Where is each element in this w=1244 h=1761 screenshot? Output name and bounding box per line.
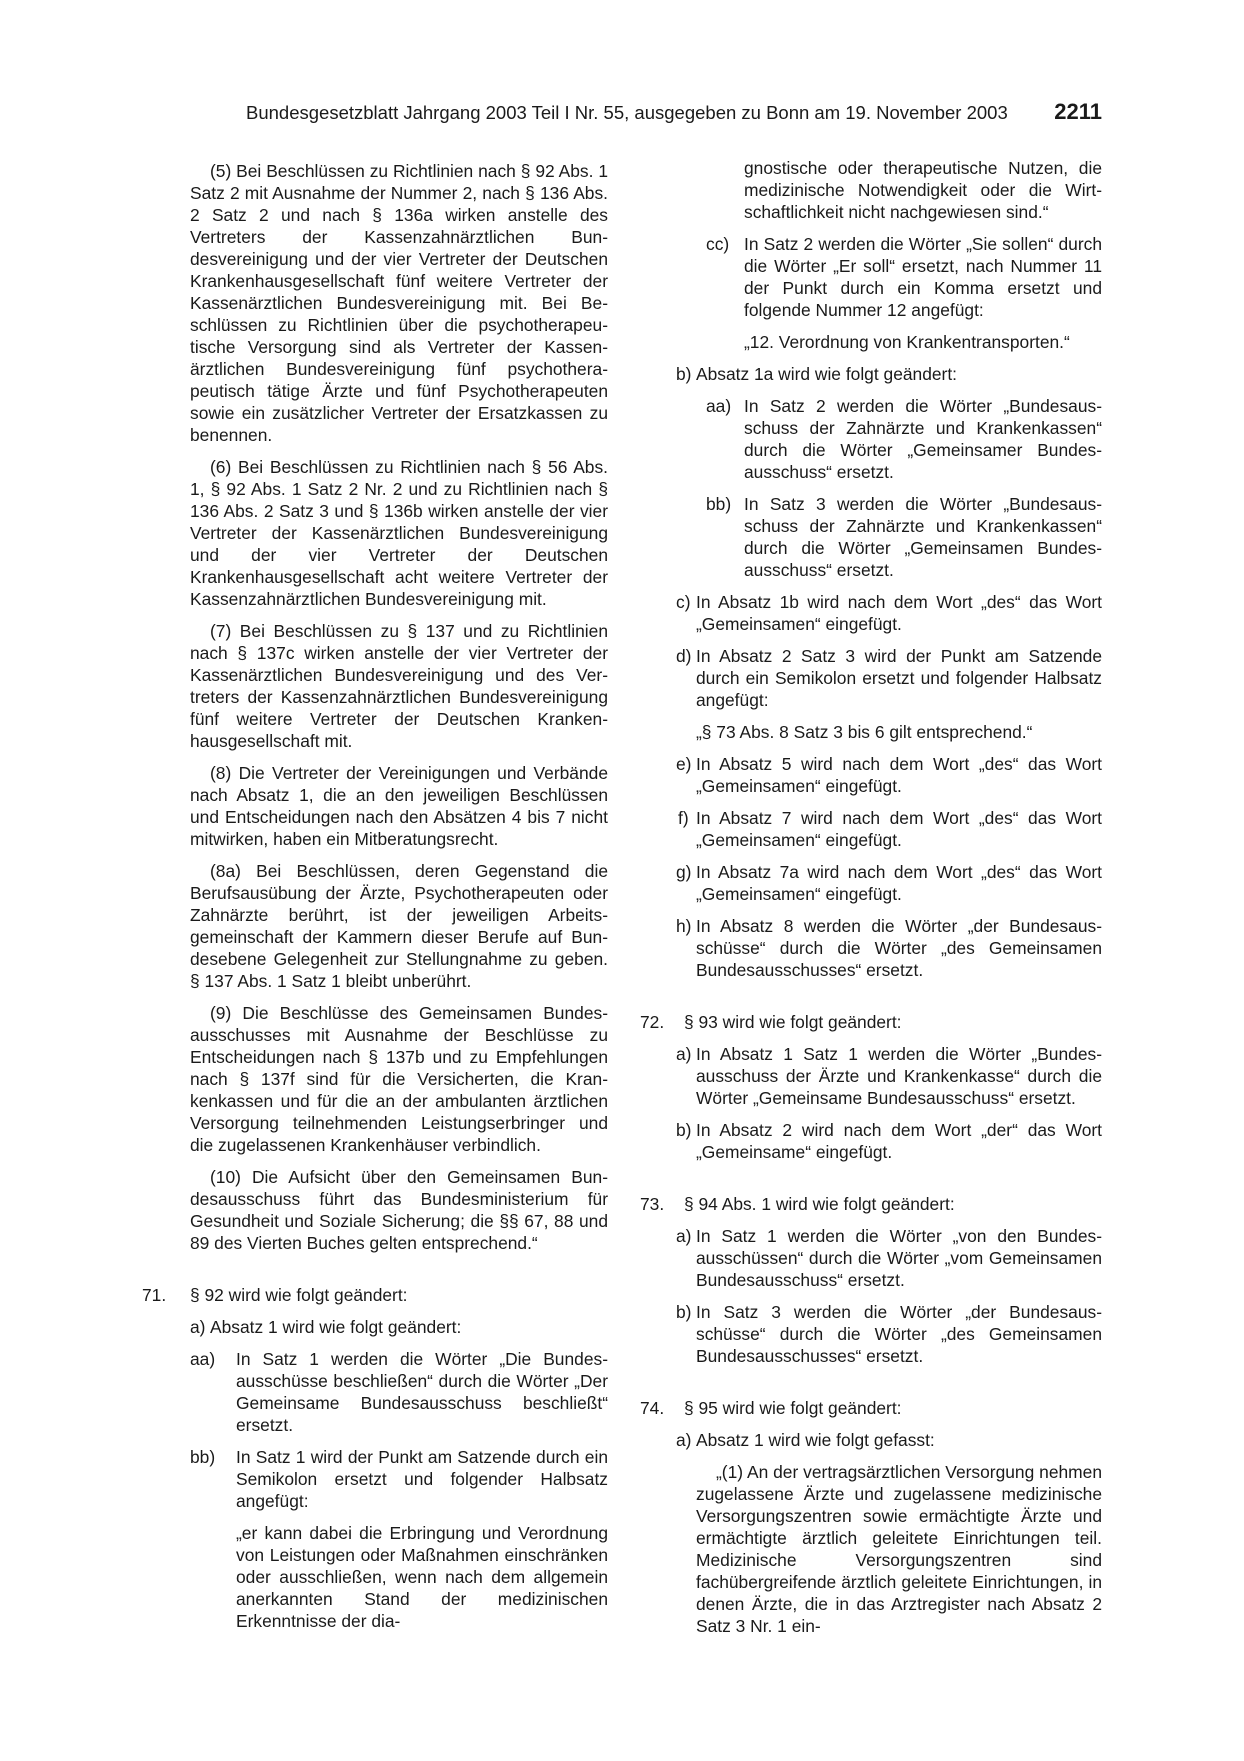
item-71-bb-label: bb): [190, 1447, 216, 1467]
paragraph-8: (8) Die Vertreter der Vereinigungen und Verbände nach Absatz 1, die an den jeweiligen Beschlüssen und Entscheidungen nach den Absätzen 4 bis 7 nicht mitwirken, haben ein Mitberatungsrecht.: [190, 763, 608, 849]
item-71-bb-text: In Satz 1 wird der Punkt am Satzende durch ein Semikolon ersetzt und folgender Halbsatz angefügt:: [236, 1447, 608, 1511]
item-b-bb-text: In Satz 3 werden die Wörter „Bundesausschuss der Zahnärzte und Krankenkassen“ durch die Wörter „Gemeinsamen Bundesausschuss“ ersetzt.: [744, 494, 1102, 580]
item-h-label: h): [676, 916, 692, 936]
item-74-text: § 95 wird wie folgt geändert:: [684, 1398, 902, 1418]
item-73-a-label: a): [676, 1226, 692, 1246]
left-column: [142, 160, 608, 1642]
paragraph-7: (7) Bei Beschlüssen zu § 137 und zu Richtlinien nach § 137c wirken anstelle der vier Vertreter der Kassenärztlichen Bundesvereinigung und des Vertreters der Kassenzahnärztlichen Bundesvereinigung fünf weitere Vertreter der Deutschen Krankenhausgesellschaft mit.: [190, 621, 608, 751]
item-b-text: Absatz 1a wird wie folgt geändert:: [696, 364, 958, 384]
item-d-label: d): [676, 646, 692, 666]
item-74-a-quote: „(1) An der vertragsärztlichen Versorgung nehmen zugelassene Ärzte und zugelassene medizinische Versorgungszentren sowie ermächtigte Ärzte und ermächtigte ärztlich geleitete Einrichtungen teil. Medizinische Versorgungszentren sind fachübergreifende ärztlich geleitete Einrichtungen, in denen Ärzte, die in das Arztregister nach Absatz 2 Satz 3 Nr. 1 ein-: [696, 1462, 1102, 1636]
item-cc-text: In Satz 2 werden die Wörter „Sie sollen“ durch die Wörter „Er soll“ ersetzt, nach Nummer 11 der Punkt durch ein Komma ersetzt und folgende Nummer 12 angefügt:: [744, 234, 1102, 320]
item-e: [640, 753, 1102, 797]
item-72-label: 72.: [640, 1012, 665, 1032]
paragraph-8a: (8a) Bei Beschlüssen, deren Gegenstand die Berufsausübung der Ärzte, Psychotherapeuten oder Zahnärzte berührt, ist der jeweiligen Arbeitsgemeinschaft der Kammern dieser Berufe auf Bundesebene Gelegenheit zur Stellungnahme zu geben. § 137 Abs. 1 Satz 1 bleibt unberührt.: [190, 861, 608, 991]
item-f-text: In Absatz 7 wird nach dem Wort „des“ das Wort „Gemeinsamen“ eingefügt.: [696, 808, 1102, 850]
header-title: Bundesgesetzblatt Jahrgang 2003 Teil I Nr. 55, ausgegeben zu Bonn am 19. November 2003: [246, 102, 1008, 123]
item-f-label: f): [678, 808, 689, 828]
item-b-aa-label: aa): [706, 396, 732, 416]
item-73-b: [640, 1301, 1102, 1367]
item-74-a: [640, 1429, 1102, 1637]
item-73-label: 73.: [640, 1194, 665, 1214]
right-column: [640, 157, 1102, 1647]
item-73-a: [640, 1225, 1102, 1291]
item-71-label: 71.: [142, 1285, 167, 1305]
item-74-a-label: a): [676, 1430, 692, 1450]
item-74: [640, 1397, 1102, 1419]
item-72-b-label: b): [676, 1120, 692, 1140]
continued-quote: gnostische oder therapeutische Nutzen, die medizinische Notwendigkeit oder die Wirtschaftlichkeit nicht nachgewiesen sind.“: [744, 158, 1102, 222]
item-72-b: [640, 1119, 1102, 1163]
paragraph-10: (10) Die Aufsicht über den Gemeinsamen Bundesausschuss führt das Bundesministerium für Gesundheit und Soziale Sicherung; die §§ 67, 88 und 89 des Vierten Buches gelten entsprechend.“: [190, 1167, 608, 1253]
item-e-label: e): [676, 754, 692, 774]
item-72-a-text: In Absatz 1 Satz 1 werden die Wörter „Bundesausschuss der Ärzte und Krankenkasse“ durch die Wörter „Gemeinsame Bundesausschuss“ ersetzt.: [696, 1044, 1102, 1108]
item-71-a-text: Absatz 1 wird wie folgt geändert:: [210, 1317, 462, 1337]
item-71-aa-label: aa): [190, 1349, 216, 1369]
item-cc: [640, 233, 1102, 353]
item-72-b-text: In Absatz 2 wird nach dem Wort „der“ das Wort „Gemeinsame“ eingefügt.: [696, 1120, 1102, 1162]
item-cc-quote: „12. Verordnung von Krankentransporten.“: [744, 332, 1070, 352]
item-72-text: § 93 wird wie folgt geändert:: [684, 1012, 902, 1032]
item-h-text: In Absatz 8 werden die Wörter „der Bundesausschüsse“ durch die Wörter „des Gemeinsamen Bundesausschusses“ ersetzt.: [696, 916, 1102, 980]
item-cc-label: cc): [706, 234, 730, 254]
item-c-text: In Absatz 1b wird nach dem Wort „des“ das Wort „Gemeinsamen“ eingefügt.: [696, 592, 1102, 634]
page-number: 2211: [1054, 99, 1102, 124]
paragraph-9: (9) Die Beschlüsse des Gemeinsamen Bundesausschusses mit Ausnahme der Beschlüsse zu Entscheidungen nach § 137b und zu Empfehlungen nach § 137f sind für die Versicherten, die Krankenkassen und für die an der ambulanten ärztlichen Versorgung teilnehmenden Leistungserbringer und die zugelassenen Krankenhäuser verbindlich.: [190, 1003, 608, 1155]
item-e-text: In Absatz 5 wird nach dem Wort „des“ das Wort „Gemeinsamen“ eingefügt.: [696, 754, 1102, 796]
item-d-text: In Absatz 2 Satz 3 wird der Punkt am Satzende durch ein Semikolon ersetzt und folgender Halbsatz angefügt:: [696, 646, 1102, 710]
item-71-aa: [190, 1348, 608, 1436]
item-71-aa-text: In Satz 1 werden die Wörter „Die Bundesausschüsse beschließen“ durch die Wörter „Der Gemeinsame Bundesausschuss beschließt“ ersetzt.: [236, 1349, 608, 1435]
item-b-bb-label: bb): [706, 494, 732, 514]
item-g-label: g): [676, 862, 692, 882]
item-d: [640, 645, 1102, 743]
item-71: [142, 1284, 608, 1306]
item-73-a-text: In Satz 1 werden die Wörter „von den Bundesausschüssen“ durch die Wörter „vom Gemeinsamen Bundesausschuss“ ersetzt.: [696, 1226, 1102, 1290]
page-header: [246, 99, 1102, 132]
item-b: [640, 363, 1102, 385]
item-b-aa-text: In Satz 2 werden die Wörter „Bundesausschuss der Zahnärzte und Krankenkassen“ durch die Wörter „Gemeinsamer Bundesausschuss“ ersetzt.: [744, 396, 1102, 482]
item-71-a-label: a): [190, 1317, 206, 1337]
item-73: [640, 1193, 1102, 1215]
item-74-a-text: Absatz 1 wird wie folgt gefasst:: [696, 1430, 935, 1450]
item-71-bb-quote: „er kann dabei die Erbringung und Verordnung von Leistungen oder Maßnahmen einschränken oder ausschließen, wenn nach dem allgemein anerkannten Stand der medizinischen Erkenntnisse der dia-: [236, 1523, 608, 1631]
item-b-aa: [640, 395, 1102, 483]
item-73-b-text: In Satz 3 werden die Wörter „der Bundesausschüsse“ durch die Wörter „des Gemeinsamen Bundesausschusses“ ersetzt.: [696, 1302, 1102, 1366]
item-g-text: In Absatz 7a wird nach dem Wort „des“ das Wort „Gemeinsamen“ eingefügt.: [696, 862, 1102, 904]
item-d-quote: „§ 73 Abs. 8 Satz 3 bis 6 gilt entsprechend.“: [696, 722, 1033, 742]
paragraph-5: (5) Bei Beschlüssen zu Richtlinien nach § 92 Abs. 1 Satz 2 mit Ausnahme der Nummer 2, nach § 136 Abs. 2 Satz 2 und nach § 136a wirken anstelle des Vertreters der Kassenzahnärztlichen Bundesvereinigung und der vier Vertreter der Deutschen Krankenhausgesellschaft fünf weitere Vertreter der Kassenärztlichen Bundesvereinigung mit. Bei Beschlüssen zu Richtlinien über die psychotherapeutische Versorgung sind als Vertreter der Kassenärztlichen Bundesvereinigung fünf psychotherapeutisch tätige Ärzte und fünf Psychotherapeuten sowie ein zusätzlicher Vertreter der Ersatzkassen zu benennen.: [190, 161, 608, 445]
item-73-text: § 94 Abs. 1 wird wie folgt geändert:: [684, 1194, 955, 1214]
item-71-a: [190, 1316, 608, 1338]
paragraph-6: (6) Bei Beschlüssen zu Richtlinien nach § 56 Abs. 1, § 92 Abs. 1 Satz 2 Nr. 2 und zu Richtlinien nach § 136 Abs. 2 Satz 3 und § 136b wirken anstelle der vier Vertreter der Kassenärztlichen Bundesvereinigung und der vier Vertreter der Deutschen Krankenhausgesellschaft acht weitere Vertreter der Kassenzahnärztlichen Bundesvereinigung mit.: [190, 457, 608, 609]
item-g: [640, 861, 1102, 905]
item-71-text: § 92 wird wie folgt geändert:: [190, 1285, 408, 1305]
item-74-label: 74.: [640, 1398, 665, 1418]
item-72-a-label: a): [676, 1044, 692, 1064]
item-72-a: [640, 1043, 1102, 1109]
item-71-bb: [190, 1446, 608, 1632]
item-h: [640, 915, 1102, 981]
item-b-label: b): [676, 364, 692, 384]
item-72: [640, 1011, 1102, 1033]
item-73-b-label: b): [676, 1302, 692, 1322]
item-f: [640, 807, 1102, 851]
item-c: [640, 591, 1102, 635]
item-b-bb: [640, 493, 1102, 581]
item-c-label: c): [676, 592, 691, 612]
